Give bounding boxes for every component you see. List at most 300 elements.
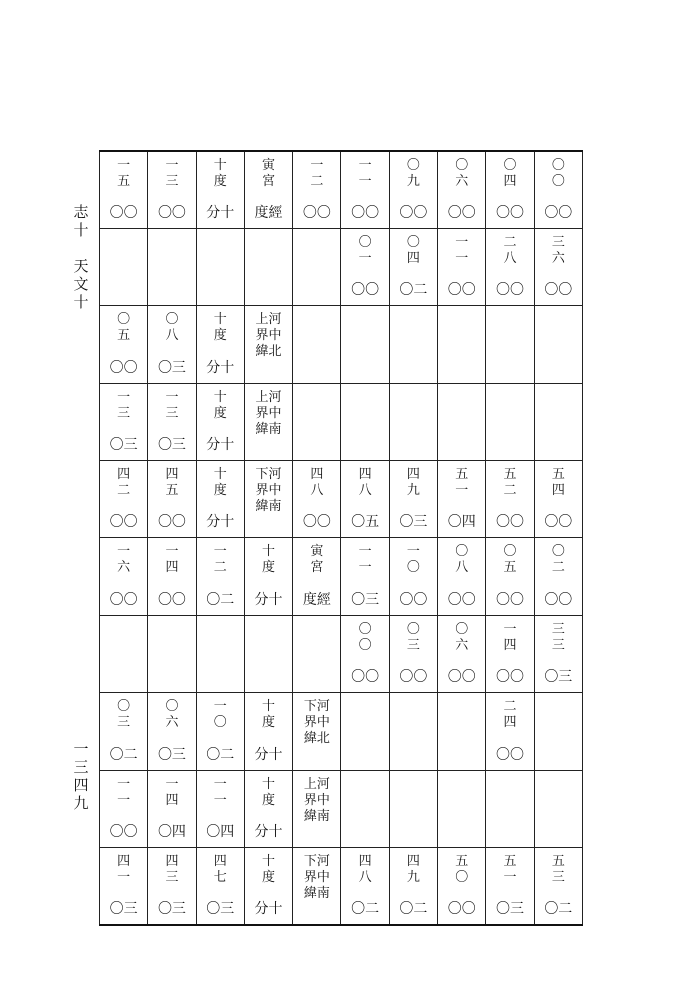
cell-char: 寅	[310, 544, 324, 560]
table-cell	[534, 306, 582, 383]
cell-bottom-text: 〇二	[544, 900, 573, 917]
table-cell	[148, 538, 196, 615]
cell-char: 三	[551, 637, 565, 653]
cell-content	[341, 693, 388, 769]
margin-title-char: 十	[73, 293, 89, 311]
cell-content	[486, 384, 533, 460]
table-row	[100, 848, 583, 925]
cell-char: 上河	[303, 776, 330, 792]
cell-content	[293, 848, 340, 924]
cell-content	[390, 229, 437, 305]
table-cell	[196, 306, 244, 383]
cell-top-text	[390, 854, 437, 886]
table-cell	[196, 461, 244, 538]
cell-bottom-text: 〇三	[351, 591, 380, 608]
cell-char: 〇	[455, 870, 469, 886]
cell-char: 三	[117, 405, 131, 421]
cell-bottom-text: 〇〇	[302, 204, 331, 221]
cell-top-text	[293, 158, 340, 190]
cell-char: 度	[262, 560, 276, 576]
page-number-char: 三	[73, 758, 89, 776]
cell-char: 四	[117, 467, 131, 483]
cell-bottom-text: 〇〇	[109, 204, 138, 221]
cell-top-text	[197, 777, 244, 809]
cell-char: 度	[262, 715, 276, 731]
cell-char: 度	[213, 405, 227, 421]
cell-char: 四	[406, 854, 420, 870]
page-number-char: 九	[73, 794, 89, 812]
cell-top-text	[197, 390, 244, 422]
cell-content	[438, 693, 485, 769]
cell-char: 八	[503, 250, 517, 266]
cell-char: 二	[551, 560, 565, 576]
table-cell	[196, 228, 244, 305]
table-cell	[486, 151, 534, 228]
cell-top-text	[245, 777, 292, 809]
cell-bottom-text: 〇三	[157, 437, 186, 454]
table-cell	[293, 615, 341, 692]
table-row	[100, 461, 583, 538]
cell-content	[390, 848, 437, 924]
cell-top-text	[341, 622, 388, 654]
table-cell	[341, 306, 389, 383]
cell-content	[341, 306, 388, 382]
cell-char: 一	[117, 870, 131, 886]
cell-char: 三	[551, 621, 565, 637]
cell-content	[293, 306, 340, 382]
cell-content	[390, 152, 437, 228]
cell-char: 〇	[503, 544, 517, 560]
cell-char: 〇	[455, 158, 469, 173]
cell-char: 四	[406, 250, 420, 266]
cell-bottom-text: 分十	[254, 591, 283, 608]
cell-char: 四	[165, 792, 179, 808]
cell-char: 〇	[503, 158, 517, 173]
cell-char: 〇	[551, 544, 565, 560]
cell-top-text	[293, 699, 340, 747]
table-cell	[486, 228, 534, 305]
cell-bottom-text: 〇〇	[399, 591, 428, 608]
table-cell	[293, 538, 341, 615]
cell-char: 〇	[165, 312, 179, 328]
cell-char: 〇	[213, 715, 227, 731]
table-cell	[341, 383, 389, 460]
cell-bottom-text: 〇四	[157, 824, 186, 841]
cell-content	[245, 152, 292, 228]
cell-char: 一	[117, 158, 131, 173]
cell-bottom-text: 分十	[206, 359, 235, 376]
table-cell	[100, 461, 148, 538]
cell-bottom-text: 〇二	[206, 746, 235, 763]
cell-char: 五	[551, 467, 565, 483]
cell-char: 四	[165, 560, 179, 576]
cell-bottom-text: 〇〇	[544, 591, 573, 608]
cell-content	[293, 152, 340, 228]
table-cell	[196, 538, 244, 615]
cell-content	[148, 848, 195, 924]
cell-content	[197, 848, 244, 924]
cell-top-text	[100, 467, 147, 499]
cell-bottom-text: 〇三	[109, 900, 138, 917]
cell-bottom-text: 〇三	[157, 900, 186, 917]
cell-char: 五	[503, 560, 517, 576]
cell-content	[148, 229, 195, 305]
table-cell	[196, 151, 244, 228]
cell-char: 一	[165, 158, 179, 173]
cell-char: 十	[262, 699, 276, 715]
cell-content	[486, 848, 533, 924]
cell-char: 三	[551, 234, 565, 250]
table-row	[100, 770, 583, 847]
table-row	[100, 693, 583, 770]
cell-bottom-text: 〇〇	[351, 669, 380, 686]
cell-char: 八	[165, 328, 179, 344]
table-cell	[244, 151, 292, 228]
page-number	[72, 742, 90, 814]
table-cell	[486, 306, 534, 383]
cell-char: 一	[358, 158, 372, 173]
cell-char: 十	[262, 544, 276, 560]
cell-char: 緯北	[303, 731, 330, 747]
table-cell	[438, 848, 486, 925]
cell-content	[535, 848, 582, 924]
cell-char: 緯南	[303, 886, 330, 902]
cell-top-text	[148, 777, 195, 809]
cell-char: 一	[117, 544, 131, 560]
cell-char: 宮	[262, 174, 276, 189]
cell-char: 四	[503, 715, 517, 731]
table-cell	[293, 151, 341, 228]
cell-bottom-text: 〇〇	[496, 591, 525, 608]
cell-top-text	[100, 699, 147, 731]
cell-content	[438, 384, 485, 460]
cell-char: 八	[358, 870, 372, 886]
cell-char: 一	[358, 174, 372, 189]
cell-top-text	[535, 622, 582, 654]
cell-bottom-text: 〇〇	[447, 669, 476, 686]
cell-content	[100, 848, 147, 924]
cell-char: 一	[165, 544, 179, 560]
cell-content	[438, 771, 485, 847]
cell-top-text	[390, 544, 437, 576]
cell-char: 九	[406, 174, 420, 189]
cell-content	[148, 693, 195, 769]
cell-char: 五	[503, 467, 517, 483]
cell-char: 〇	[406, 560, 420, 576]
cell-top-text	[148, 467, 195, 499]
cell-char: 界中	[303, 870, 330, 886]
cell-content	[245, 538, 292, 614]
cell-content	[148, 616, 195, 692]
cell-top-text	[245, 699, 292, 731]
cell-char: 四	[165, 467, 179, 483]
cell-content	[100, 384, 147, 460]
cell-char: 緯南	[255, 499, 282, 515]
cell-content	[438, 306, 485, 382]
table-cell	[293, 461, 341, 538]
cell-bottom-text: 〇三	[157, 746, 186, 763]
cell-char: 一	[455, 250, 469, 266]
table-cell	[244, 848, 292, 925]
cell-char: 〇	[406, 158, 420, 173]
cell-char: 三	[165, 174, 179, 189]
cell-top-text	[148, 854, 195, 886]
cell-char: 一	[117, 389, 131, 405]
table-row	[100, 306, 583, 383]
cell-char: 一	[117, 776, 131, 792]
cell-content	[535, 384, 582, 460]
cell-bottom-text: 〇〇	[109, 359, 138, 376]
table-cell	[534, 383, 582, 460]
table-cell	[389, 461, 437, 538]
cell-bottom-text: 〇〇	[157, 204, 186, 221]
cell-content	[197, 229, 244, 305]
table-cell	[438, 383, 486, 460]
cell-content	[148, 306, 195, 382]
cell-content	[341, 152, 388, 228]
cell-top-text	[100, 312, 147, 344]
cell-char: 一	[455, 483, 469, 499]
cell-content	[390, 306, 437, 382]
table-cell	[389, 151, 437, 228]
cell-char: 一	[503, 621, 517, 637]
cell-bottom-text: 〇〇	[447, 591, 476, 608]
table-cell	[148, 770, 196, 847]
cell-char: 度	[213, 483, 227, 499]
cell-bottom-text: 〇〇	[109, 514, 138, 531]
cell-char: 五	[117, 328, 131, 344]
cell-content	[148, 538, 195, 614]
cell-top-text	[293, 544, 340, 576]
cell-char: 四	[406, 467, 420, 483]
cell-content	[486, 693, 533, 769]
table-cell	[293, 228, 341, 305]
cell-char: 界中	[255, 328, 282, 344]
cell-content	[341, 538, 388, 614]
star-table	[99, 150, 582, 926]
table-cell	[438, 538, 486, 615]
cell-char: 一	[117, 792, 131, 808]
table-cell	[293, 770, 341, 847]
table-cell	[100, 151, 148, 228]
table-cell	[100, 538, 148, 615]
table-cell	[196, 383, 244, 460]
cell-content	[148, 461, 195, 537]
cell-char: 八	[310, 483, 324, 499]
cell-char: 宮	[310, 560, 324, 576]
cell-char: 四	[551, 483, 565, 499]
table-cell	[100, 228, 148, 305]
cell-char: 四	[310, 467, 324, 483]
table-cell	[389, 538, 437, 615]
cell-bottom-text: 〇〇	[157, 591, 186, 608]
table-cell	[486, 693, 534, 770]
cell-bottom-text: 〇二	[109, 746, 138, 763]
table-cell	[148, 461, 196, 538]
table-cell	[389, 770, 437, 847]
table-cell	[148, 693, 196, 770]
cell-top-text	[438, 235, 485, 267]
cell-char: 上河	[255, 312, 282, 328]
cell-content	[535, 229, 582, 305]
cell-bottom-text: 〇三	[496, 900, 525, 917]
cell-content	[535, 306, 582, 382]
cell-content	[390, 771, 437, 847]
cell-content	[100, 229, 147, 305]
cell-bottom-text: 〇〇	[496, 669, 525, 686]
cell-bottom-text: 度經	[254, 204, 283, 221]
table-cell	[196, 693, 244, 770]
cell-bottom-text: 〇四	[206, 824, 235, 841]
table-cell	[438, 693, 486, 770]
cell-bottom-text: 〇二	[399, 900, 428, 917]
table-cell	[486, 461, 534, 538]
astronomy-table	[99, 150, 583, 926]
cell-char: 三	[406, 637, 420, 653]
cell-bottom-text: 〇三	[399, 514, 428, 531]
cell-top-text	[293, 777, 340, 825]
cell-content	[197, 384, 244, 460]
table-cell	[438, 151, 486, 228]
table-cell	[341, 461, 389, 538]
cell-char: 一	[358, 560, 372, 576]
table-row	[100, 383, 583, 460]
cell-bottom-text: 〇〇	[157, 514, 186, 531]
cell-top-text	[197, 544, 244, 576]
cell-content	[390, 461, 437, 537]
cell-char: 一	[310, 158, 324, 173]
table-cell	[100, 693, 148, 770]
cell-bottom-text: 〇二	[399, 282, 428, 299]
table-cell	[438, 770, 486, 847]
cell-content	[486, 306, 533, 382]
cell-content	[341, 848, 388, 924]
table-cell	[244, 461, 292, 538]
cell-top-text	[148, 312, 195, 344]
cell-top-text	[438, 158, 485, 190]
cell-content	[245, 384, 292, 460]
table-cell	[341, 538, 389, 615]
cell-content	[535, 152, 582, 228]
table-body	[100, 151, 583, 925]
cell-bottom-text: 〇三	[544, 669, 573, 686]
cell-bottom-text: 〇〇	[447, 282, 476, 299]
margin-title-char: 十	[73, 221, 89, 239]
cell-char: 一	[165, 776, 179, 792]
cell-content	[100, 616, 147, 692]
table-cell	[341, 615, 389, 692]
cell-bottom-text: 〇〇	[447, 900, 476, 917]
table-cell	[534, 615, 582, 692]
cell-top-text	[100, 544, 147, 576]
cell-char: 五	[455, 467, 469, 483]
table-cell	[148, 383, 196, 460]
cell-content	[197, 616, 244, 692]
cell-char: 七	[213, 870, 227, 886]
cell-bottom-text: 〇〇	[544, 282, 573, 299]
cell-char: 五	[165, 483, 179, 499]
cell-char: 一	[213, 544, 227, 560]
cell-content	[245, 848, 292, 924]
table-cell	[389, 615, 437, 692]
cell-char: 〇	[455, 544, 469, 560]
cell-char: 八	[358, 483, 372, 499]
cell-char: 三	[551, 870, 565, 886]
table-row	[100, 151, 583, 228]
cell-char: 二	[503, 699, 517, 715]
cell-top-text	[486, 854, 533, 886]
cell-bottom-text: 〇〇	[496, 746, 525, 763]
cell-char: 度	[262, 792, 276, 808]
cell-content	[293, 616, 340, 692]
cell-bottom-text: 〇四	[447, 514, 476, 531]
cell-content	[148, 152, 195, 228]
cell-char: 〇	[117, 312, 131, 328]
cell-content	[438, 152, 485, 228]
table-cell	[148, 848, 196, 925]
cell-bottom-text: 〇〇	[496, 514, 525, 531]
table-cell	[438, 615, 486, 692]
table-cell	[244, 228, 292, 305]
cell-bottom-text: 〇〇	[109, 824, 138, 841]
cell-bottom-text: 分十	[254, 746, 283, 763]
cell-content	[535, 538, 582, 614]
cell-char: 下河	[303, 854, 330, 870]
cell-char: 十	[262, 854, 276, 870]
cell-char: 一	[165, 389, 179, 405]
cell-char: 〇	[406, 621, 420, 637]
table-cell	[389, 848, 437, 925]
cell-content	[100, 693, 147, 769]
table-row	[100, 615, 583, 692]
cell-char: 〇	[406, 234, 420, 250]
cell-top-text	[100, 158, 147, 190]
cell-char: 八	[455, 560, 469, 576]
cell-top-text	[390, 622, 437, 654]
table-cell	[293, 848, 341, 925]
cell-content	[535, 616, 582, 692]
cell-content	[148, 384, 195, 460]
cell-top-text	[100, 777, 147, 809]
cell-content	[100, 538, 147, 614]
cell-top-text	[245, 390, 292, 438]
cell-content	[390, 693, 437, 769]
cell-top-text	[390, 467, 437, 499]
cell-char: 〇	[455, 621, 469, 637]
table-cell	[341, 151, 389, 228]
cell-content	[197, 771, 244, 847]
cell-top-text	[438, 467, 485, 499]
cell-content	[100, 461, 147, 537]
table-cell	[244, 693, 292, 770]
cell-bottom-text: 〇〇	[399, 204, 428, 221]
table-cell	[389, 383, 437, 460]
table-cell	[534, 151, 582, 228]
margin-title-char: 文	[73, 275, 89, 293]
cell-bottom-text: 〇〇	[544, 204, 573, 221]
cell-content	[390, 616, 437, 692]
cell-content	[100, 771, 147, 847]
cell-top-text	[197, 158, 244, 190]
cell-bottom-text: 〇〇	[109, 591, 138, 608]
cell-top-text	[341, 467, 388, 499]
cell-content	[341, 771, 388, 847]
cell-top-text	[486, 467, 533, 499]
cell-content	[438, 461, 485, 537]
cell-char: 界中	[303, 715, 330, 731]
table-row	[100, 538, 583, 615]
cell-char: 〇	[551, 174, 565, 189]
